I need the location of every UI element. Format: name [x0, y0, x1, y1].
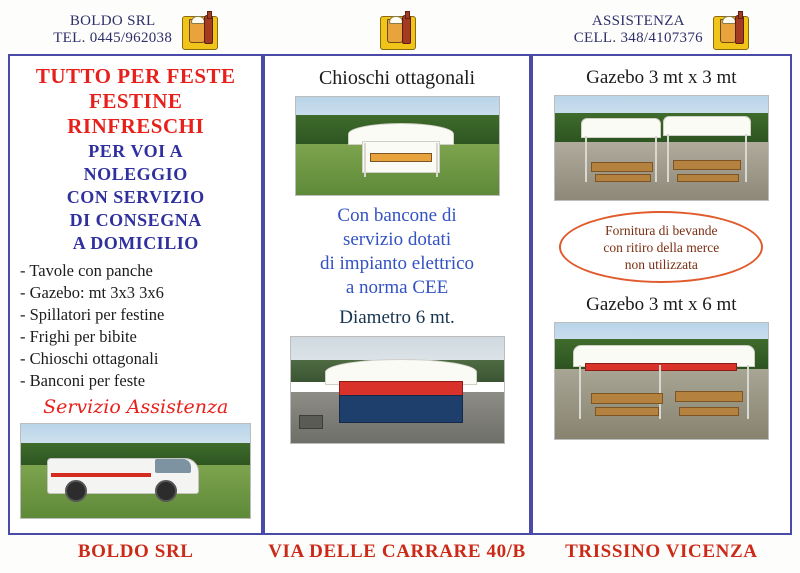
octagonal-kiosk-photo [295, 96, 500, 196]
company-name: BOLDO SRL [69, 13, 156, 29]
services-list [20, 260, 251, 392]
right-panel [531, 54, 792, 535]
beverage-supply-note [559, 211, 763, 283]
red-heading-line-2: FESTINE [89, 89, 183, 113]
blue-heading-line-4: DI CONSEGNA [69, 210, 202, 230]
blue-heading-line-2: NOLEGGIO [83, 164, 188, 184]
list-item: - Gazebo: mt 3x3 3x6 [20, 283, 164, 302]
kiosk-title: Chioschi ottagonali [318, 67, 476, 89]
left-header [8, 6, 263, 54]
blue-heading-line-1: PER VOI A [88, 141, 184, 161]
list-item: - Chioschi ottagonali [20, 349, 159, 368]
company-phone: TEL. 0445/962038 [53, 30, 173, 46]
gazebo-3x3-title: Gazebo 3 mt x 3 mt [586, 67, 737, 88]
kiosk-description-line-1: Con bancone di [337, 205, 457, 226]
oval-line-1: Fornitura di bevande [605, 222, 718, 238]
assistance-label: ASSISTENZA [591, 13, 685, 29]
octagonal-kiosk-night-photo [290, 336, 505, 444]
red-heading-line-1: TUTTO PER FESTE [35, 64, 236, 88]
middle-header [263, 6, 530, 54]
beer-mug-logo-icon [711, 10, 749, 50]
list-item: - Spillatori per festine [20, 305, 165, 324]
gazebo-3x3-photo [554, 95, 769, 201]
beer-mug-logo-icon [180, 10, 218, 50]
service-assistance-text: Servizio Assistenza [43, 396, 229, 418]
delivery-van-photo [20, 423, 251, 519]
gazebo-3x6-title: Gazebo 3 mt x 6 mt [586, 294, 737, 315]
kiosk-description-line-2: servizio dotati [342, 229, 452, 250]
red-heading-line-3: RINFRESCHI [67, 114, 205, 138]
oval-line-2: con ritiro della merce [603, 239, 720, 255]
column-left [8, 6, 263, 569]
left-panel [8, 54, 263, 535]
right-header [531, 6, 792, 54]
right-footer: TRISSINO VICENZA [565, 541, 758, 562]
beer-mug-logo-icon [378, 10, 416, 50]
column-middle [263, 6, 530, 569]
list-item: - Tavole con panche [20, 261, 153, 280]
kiosk-description-line-3: di impianto elettrico [319, 253, 475, 274]
list-item: - Banconi per feste [20, 371, 146, 390]
middle-footer: VIA DELLE CARRARE 40/B [268, 541, 526, 562]
middle-panel [263, 54, 530, 535]
blue-heading-line-5: A DOMICILIO [72, 233, 199, 253]
list-item: - Frighi per bibite [20, 327, 137, 346]
kiosk-description-line-4: a norma CEE [345, 277, 449, 298]
blue-heading-line-3: CON SERVIZIO [66, 187, 205, 207]
kiosk-diameter: Diametro 6 mt. [339, 307, 455, 328]
right-header-text [574, 13, 703, 47]
van-illustration [47, 456, 197, 502]
left-header-text [53, 13, 172, 47]
column-right [531, 6, 792, 569]
oval-line-3: non utilizzata [624, 256, 698, 272]
left-footer: BOLDO SRL [77, 541, 194, 562]
assistance-phone: CELL. 348/4107376 [573, 30, 703, 46]
gazebo-3x6-photo [554, 322, 769, 440]
